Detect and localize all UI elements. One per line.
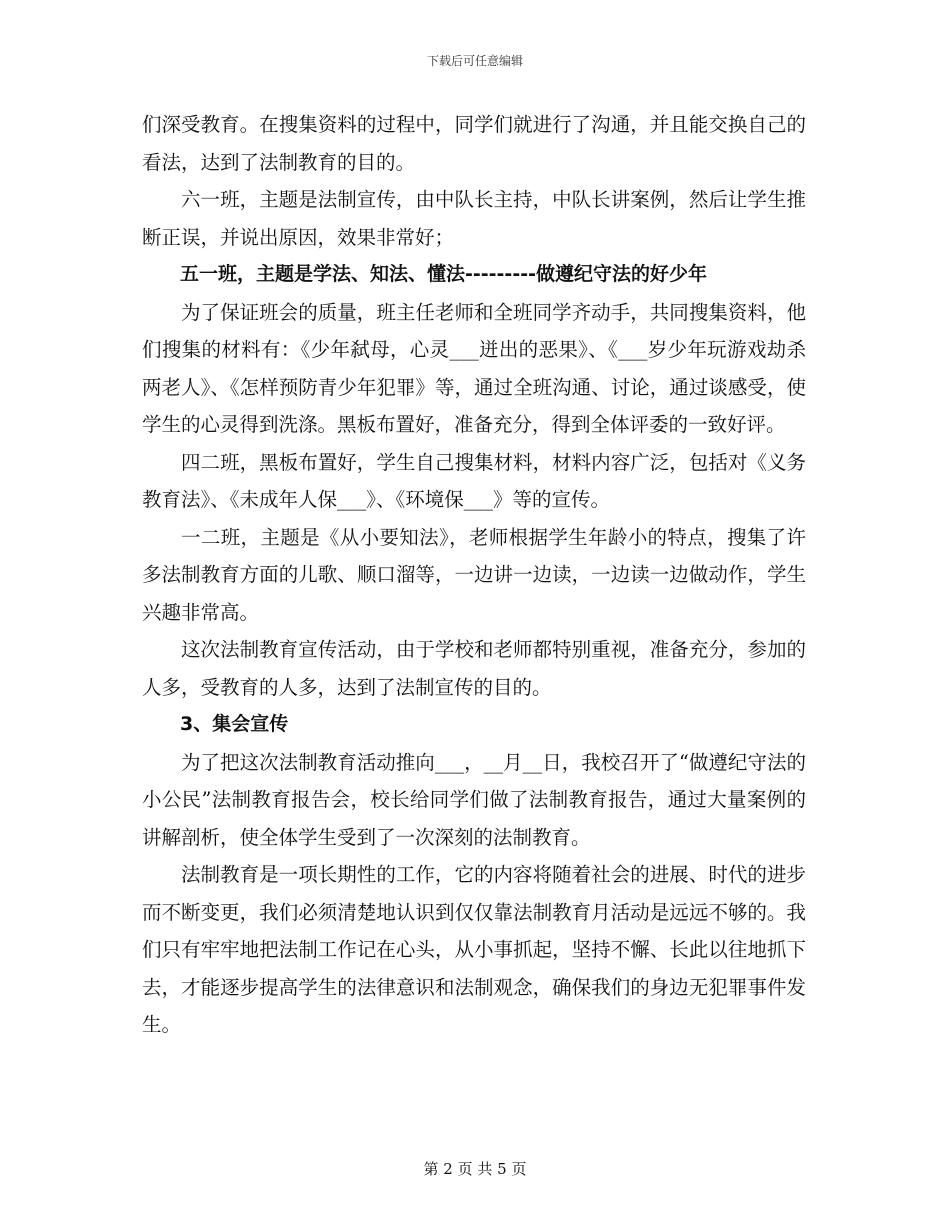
paragraph-class-4-2: 四二班，黑板布置好，学生自己搜集材料，材料内容广泛，包括对《义务教育法》、《未成年人保___》、《环境保___》等的宣传。 [142,450,806,511]
paragraph-summary: 这次法制教育宣传活动，由于学校和老师都特别重视，准备充分，参加的人多，受教育的人多，达到了法制宣传的目的。 [142,638,806,699]
paragraph-assembly: 为了把这次法制教育活动推向___，__月__日，我校召开了“做遵纪守法的小公民”法制教育报告会，校长给同学们做了法制教育报告，通过大量案例的讲解剖析，使全体学生受到了一次深刻的法制教育。 [142,750,806,849]
paragraph-class-5-1-details: 为了保证班会的质量，班主任老师和全班同学齐动手，共同搜集资料，他们搜集的材料有：《少年弑母，心灵___迸出的恶果》、《___岁少年玩游戏劫杀两老人》、《怎样预防青少年犯罪》等，通过全班沟通、讨论，通过谈感受，使学生的心灵得到洗涤。黑板布置好，准备充分，得到全体评委的一致好评。 [142,300,806,436]
paragraph-class-5-1-heading: 五一班，主题是学法、知法、懂法---------做遵纪守法的好少年 [180,263,707,285]
paragraph-class-1-2: 一二班，主题是《从小要知法》，老师根据学生年龄小的特点，搜集了许多法制教育方面的儿歌、顺口溜等，一边讲一边读，一边读一边做动作，学生兴趣非常高。 [142,525,806,624]
page-header: 下载后可任意编辑 [426,54,523,68]
section-heading-assembly: 3、集会宣传 [180,713,289,735]
page-footer: 第 2 页 共 5 页 [423,1160,527,1178]
paragraph-continuation: 们深受教育。在搜集资料的过程中，同学们就进行了沟通，并且能交换自己的看法，达到了法制教育的目的。 [142,113,806,174]
paragraph-conclusion: 法制教育是一项长期性的工作，它的内容将随着社会的进展、时代的进步而不断变更，我们必须清楚地认识到仅仅靠法制教育月活动是远远不够的。我们只有牢牢地把法制工作记在心头，从小事抓起，坚持不懈、长此以往地抓下去，才能逐步提高学生的法律意识和法制观念，确保我们的身边无犯罪事件发生。 [142,863,806,1036]
document-body [142,106,806,1044]
paragraph-class-6-1: 六一班，主题是法制宣传，由中队长主持，中队长讲案例，然后让学生推断正误，并说出原因，效果非常好； [142,188,806,249]
